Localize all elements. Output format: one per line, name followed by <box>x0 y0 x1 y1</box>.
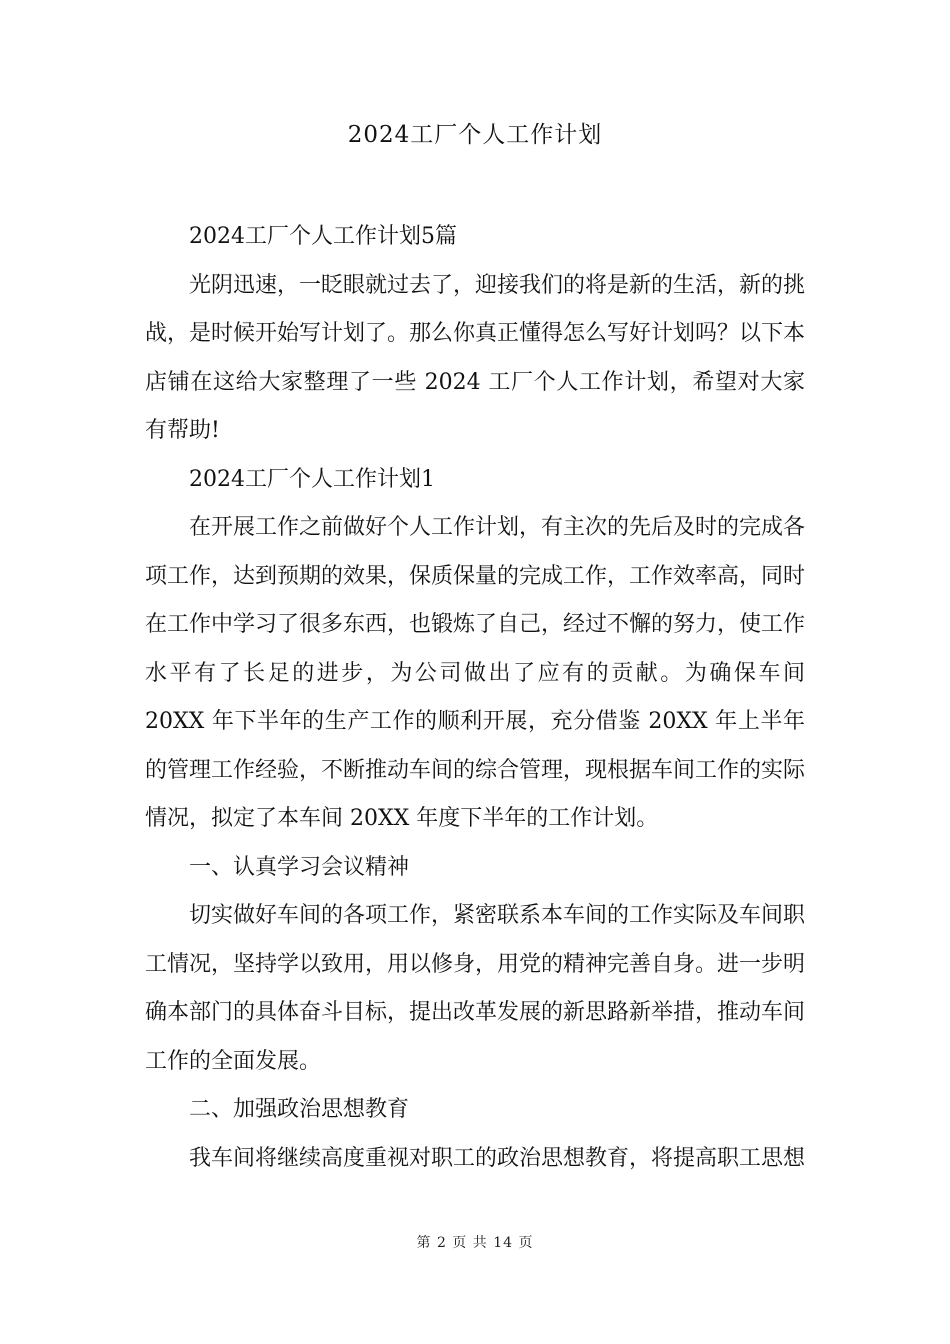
plan-1-paragraph: 在开展工作之前做好个人工作计划，有主次的先后及时的完成各项工作，达到预期的效果，保质保量的完成工作，工作效率高，同时在工作中学习了很多东西，也锻炼了自己，经过不懈的努力，使工作水平有了长足的进步，为公司做出了应有的贡献。为确保车间 20XX 年下半年的生产工作的顺利开展，充分借鉴 20XX 年上半年的管理工作经验，不断推动车间的综合管理，现根据车间工作的实际情况，拟定了本车间 20XX 年度下半年的工作计划。 <box>145 515 806 831</box>
section-heading-study: 一、认真学习会议精神 <box>189 854 410 880</box>
subtitle-heading: 2024工厂个人工作计划5篇 <box>189 224 457 249</box>
document-title: 2024工厂个人工作计划 <box>347 122 603 148</box>
section-heading-plan-1: 2024工厂个人工作计划1 <box>189 466 435 492</box>
section-heading-education: 二、加强政治思想教育 <box>189 1097 410 1122</box>
page-footer: 第 2 页 共 14 页 <box>416 1235 534 1251</box>
study-paragraph: 切实做好车间的各项工作，紧密联系本车间的工作实际及车间职工情况，坚持学以致用，用以修身，用党的精神完善自身。进一步明确本部门的具体奋斗目标，提出改革发展的新思路新举措，推动车间工作的全面发展。 <box>145 903 806 1074</box>
intro-paragraph: 光阴迅速，一眨眼就过去了，迎接我们的将是新的生活，新的挑战，是时候开始写计划了。那么你真正懂得怎么写好计划吗？以下本店铺在这给大家整理了一些 2024 工厂个人工作计划，希望对大家有帮助! <box>145 272 806 443</box>
document-body <box>145 213 805 1183</box>
education-paragraph: 我车间将继续高度重视对职工的政治思想教育，将提高职工思想 <box>189 1145 806 1171</box>
